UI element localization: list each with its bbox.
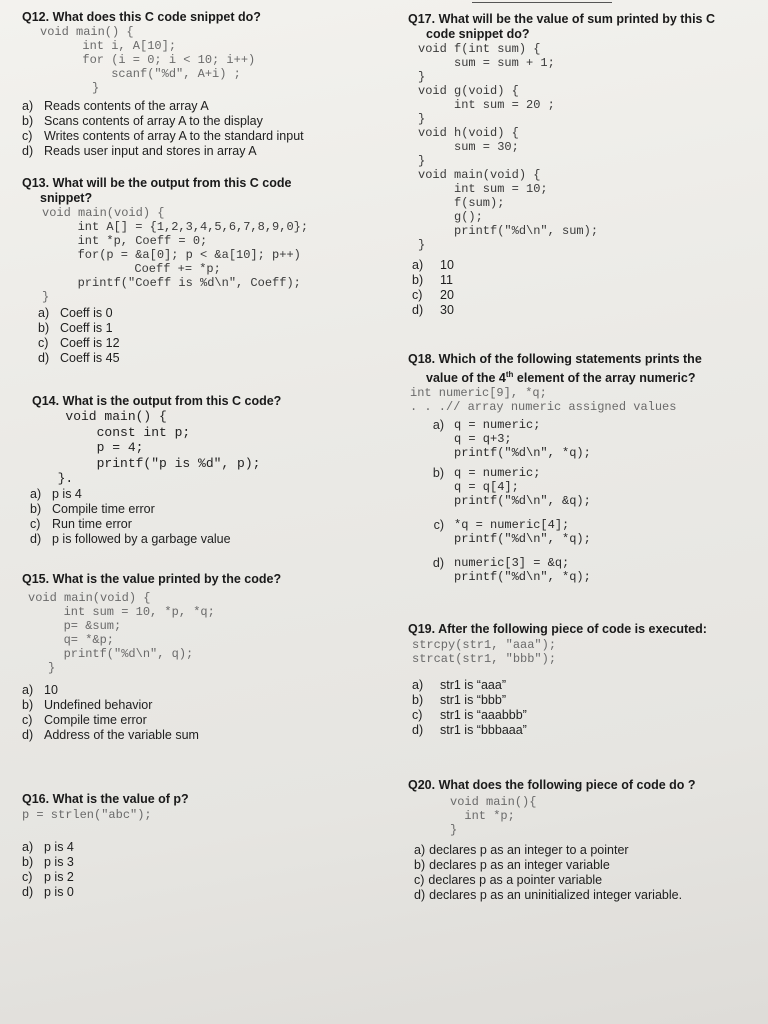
question-14 — [22, 394, 394, 547]
option-a: a) q = numeric; q = q+3; printf("%d\n", *q); — [432, 418, 591, 461]
code-line: } — [418, 154, 426, 168]
option-c: c) declares p as a pointer variable — [414, 873, 603, 887]
code-line: strcpy(str1, "aaa"); — [412, 638, 557, 652]
question-title: Q16. What is the value of p? — [22, 792, 189, 806]
option-d: d) Address of the variable sum — [22, 728, 199, 742]
option-d: d) declares p as an uninitialized integer variable. — [414, 888, 683, 902]
option-b: b) Undefined behavior — [22, 698, 153, 712]
code-line: int i, A[10]; — [68, 39, 177, 53]
code-line: void g(void) { — [418, 84, 519, 98]
option-b: b) declares p as an integer variable — [414, 858, 610, 872]
code-line: void main(void) { — [28, 591, 151, 605]
question-title: Q12. What does this C code snippet do? — [22, 10, 261, 24]
option-c: c) Compile time error — [22, 713, 147, 727]
option-c: c) *q = numeric[4]; printf("%d\n", *q); — [433, 518, 591, 547]
option-a: a) Reads contents of the array A — [22, 99, 209, 113]
code-line: } — [92, 81, 100, 95]
code-line: sum = sum + 1; — [418, 56, 555, 70]
option-a: a) Coeff is 0 — [38, 306, 113, 320]
option-d: d) Coeff is 45 — [38, 351, 120, 365]
code-line: void main(void) { — [42, 206, 165, 220]
option-b: b) str1 is “bbb” — [412, 693, 506, 707]
option-d: d) p is 0 — [22, 885, 74, 899]
question-title: Q19. After the following piece of code is executed: — [408, 622, 707, 636]
code-line: void h(void) { — [418, 126, 519, 140]
option-d: d) Reads user input and stores in array A — [22, 144, 257, 158]
code-line: int sum = 10; — [418, 182, 548, 196]
option-b: b) Compile time error — [30, 501, 155, 516]
code-line: } — [414, 823, 458, 837]
code-line: int sum = 20 ; — [418, 98, 555, 112]
option-a: a) p is 4 — [22, 840, 74, 854]
code-line: printf("%d\n", sum); — [418, 224, 599, 238]
option-a: a) declares p as an integer to a pointer — [414, 843, 629, 857]
code-line: int sum = 10, *p, *q; — [42, 605, 215, 619]
code-line: p = 4; — [42, 440, 144, 455]
code-line: p = strlen("abc"); — [22, 808, 152, 822]
option-d: d) str1 is “bbbaaa” — [412, 723, 527, 737]
top-rule — [472, 2, 612, 3]
code-line: void main(void) { — [418, 168, 541, 182]
option-b: b) q = numeric; q = q[4]; printf("%d\n", &q); — [432, 466, 591, 509]
code-line: } — [418, 238, 426, 252]
option-b: b) 11 — [412, 273, 453, 287]
question-17 — [408, 12, 760, 318]
option-b: b) Scans contents of array A to the display — [22, 114, 263, 128]
option-c: c) p is 2 — [22, 870, 74, 884]
code-line: strcat(str1, "bbb"); — [412, 652, 557, 666]
code-line: void f(int sum) { — [418, 42, 541, 56]
code-line: printf("p is %d", p); — [42, 455, 261, 471]
question-title: Q14. What is the output from this C code? — [32, 394, 282, 408]
question-15 — [22, 572, 394, 743]
code-line: } — [418, 112, 426, 126]
question-13 — [22, 176, 394, 366]
code-line: } — [418, 70, 426, 84]
code-line: } — [48, 661, 56, 675]
option-c: c) Run time error — [30, 516, 132, 531]
code-line: } — [42, 290, 50, 304]
code-line: int A[] = {1,2,3,4,5,6,7,8,9,0}; — [56, 220, 309, 234]
code-line: g(); — [418, 210, 483, 224]
option-a: a) p is 4 — [30, 486, 82, 501]
code-line: const int p; — [42, 424, 191, 440]
option-a: a) 10 — [22, 683, 58, 697]
code-line: . . .// array numeric assigned values — [410, 400, 677, 415]
option-c: c) Coeff is 12 — [38, 336, 120, 350]
question-title: Q13. What will be the output from this C code snippet? — [22, 176, 292, 205]
code-line: void main() { — [42, 409, 167, 424]
option-b: b) Coeff is 1 — [38, 321, 113, 335]
code-line: q= *&p; — [42, 633, 115, 647]
code-line: }. — [42, 471, 74, 486]
option-a: a) str1 is “aaa” — [412, 678, 506, 692]
code-line: int numeric[9], *q; — [410, 386, 547, 401]
question-title: Q20. What does the following piece of code do ? — [408, 778, 696, 792]
question-12 — [22, 10, 394, 159]
question-16 — [22, 792, 394, 900]
code-line: scanf("%d", A+i) ; — [68, 67, 241, 81]
code-line: f(sum); — [418, 196, 505, 210]
question-18 — [408, 352, 760, 584]
question-title: Q18. Which of the following statements prints the value of the 4th element of the array numeric? — [408, 352, 702, 386]
code-line: int *p, Coeff = 0; — [56, 234, 208, 248]
option-b: b) p is 3 — [22, 855, 74, 869]
question-title: Q15. What is the value printed by the code? — [22, 572, 282, 586]
option-c: c) 20 — [412, 288, 454, 302]
code-line: for(p = &a[0]; p < &a[10]; p++) — [56, 248, 301, 262]
option-c: c) str1 is “aaabbb” — [412, 708, 527, 722]
code-line: printf("%d\n", q); — [42, 647, 194, 661]
code-line: sum = 30; — [418, 140, 519, 154]
option-c: c) Writes contents of array A to the standard input — [22, 129, 304, 143]
code-line: int *p; — [414, 809, 515, 823]
question-19 — [408, 622, 760, 738]
option-d: d) p is followed by a garbage value — [30, 531, 231, 546]
question-20 — [408, 778, 760, 903]
code-line: for (i = 0; i < 10; i++) — [68, 53, 256, 67]
option-d: d) numeric[3] = &q; printf("%d\n", *q); — [432, 556, 591, 585]
code-line: Coeff += *p; — [84, 262, 221, 276]
code-line: p= &sum; — [42, 619, 122, 633]
question-title: Q17. What will be the value of sum printed by this C code snippet do? — [408, 12, 715, 41]
option-a: a) 10 — [412, 258, 454, 272]
code-line: void main() { — [40, 25, 134, 39]
code-line: void main(){ — [414, 795, 537, 809]
code-line: printf("Coeff is %d\n", Coeff); — [56, 276, 301, 290]
option-d: d) 30 — [412, 303, 454, 317]
